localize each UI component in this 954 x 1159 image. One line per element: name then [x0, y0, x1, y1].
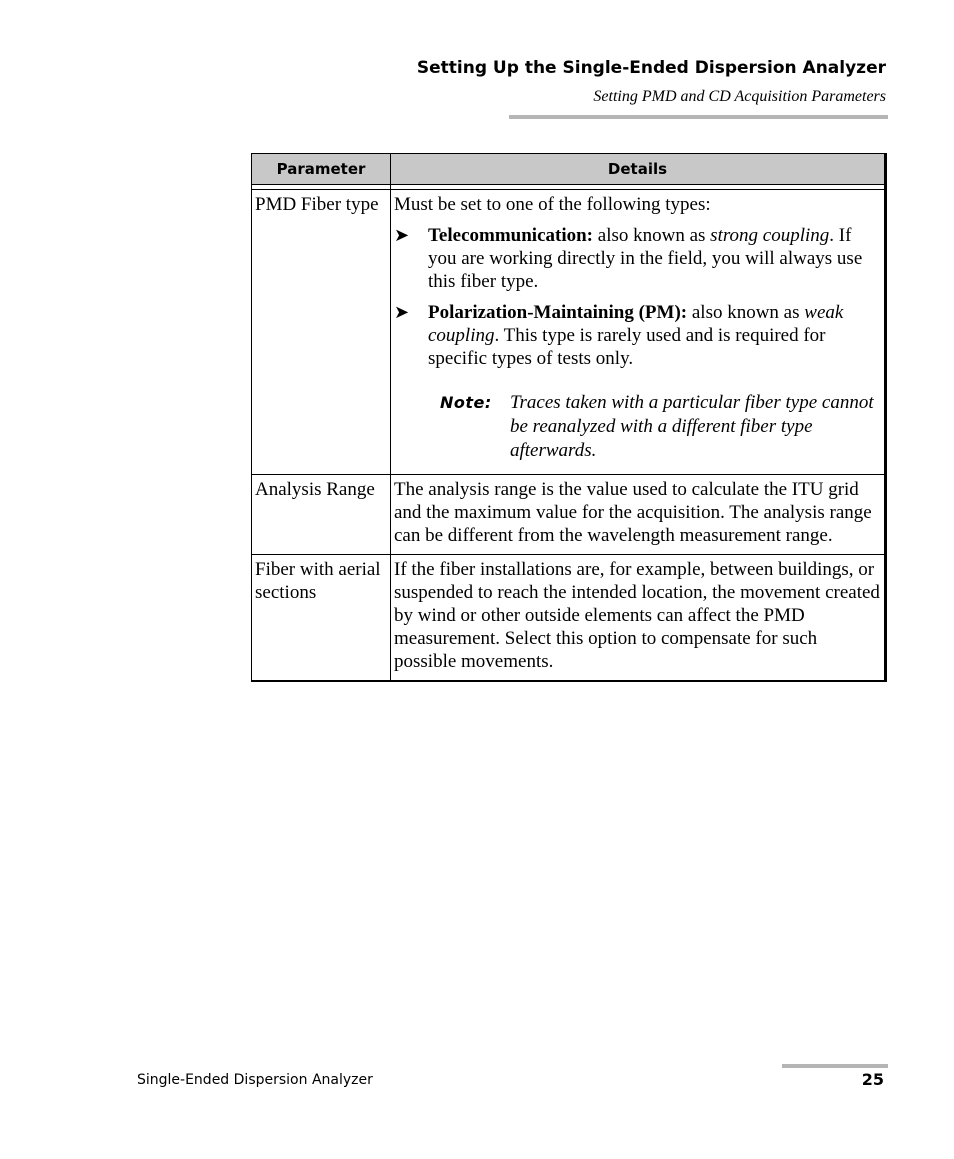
bullet-term: Polarization-Maintaining (PM):: [428, 302, 688, 323]
list-item: [394, 224, 881, 293]
bullet-emphasis: strong coupling: [710, 225, 830, 246]
parameter-cell: Analysis Range: [252, 475, 391, 555]
column-header-details: Details: [391, 154, 886, 185]
details-cell: [391, 190, 886, 475]
note-label: Note:: [440, 393, 492, 412]
bullet-text: also known as: [593, 225, 711, 246]
bullet-term: Telecommunication:: [428, 225, 594, 246]
footer-document-title: Single-Ended Dispersion Analyzer: [137, 1072, 373, 1088]
column-header-parameter: Parameter: [252, 154, 391, 185]
parameters-table: [251, 153, 887, 682]
bullet-emphasis: weak coupling: [428, 302, 844, 346]
arrow-bullet-icon: ➤: [394, 225, 410, 246]
note-block: [394, 391, 881, 467]
parameter-cell: Fiber with aerial sections: [252, 555, 391, 682]
table-row: [252, 190, 886, 475]
details-cell: The analysis range is the value used to calculate the ITU grid and the maximum value for the acquisition. The analysis range can be different from the wavelength measurement range.: [391, 475, 886, 555]
running-header-subtitle: Setting PMD and CD Acquisition Parameters: [593, 88, 886, 105]
running-header-title: Setting Up the Single-Ended Dispersion Analyzer: [416, 58, 886, 78]
details-cell: If the fiber installations are, for example, between buildings, or suspended to reach the intended location, the movement created by wind or other outside elements can affect the PMD measurement. Select this option to compensate for such possible movements.: [391, 555, 886, 682]
details-intro: Must be set to one of the following types:: [394, 194, 711, 215]
page-number: 25: [861, 1070, 884, 1089]
note-text: Traces taken with a particular fiber type cannot be reanalyzed with a different fiber type afterwards.: [510, 392, 874, 461]
parameter-cell: PMD Fiber type: [252, 190, 391, 475]
arrow-bullet-icon: ➤: [394, 302, 410, 323]
header-rule: [509, 115, 888, 119]
list-item: [394, 301, 881, 370]
table-row: [252, 475, 886, 555]
footer-rule: [782, 1064, 888, 1068]
table-header-row: [252, 154, 886, 185]
bullet-text: . If you are working directly in the field, you will always use this fiber type.: [428, 225, 863, 292]
bullet-text: . This type is rarely used and is required for specific types of tests only.: [428, 325, 826, 369]
bullet-text: also known as: [687, 302, 805, 323]
table-row: [252, 555, 886, 682]
